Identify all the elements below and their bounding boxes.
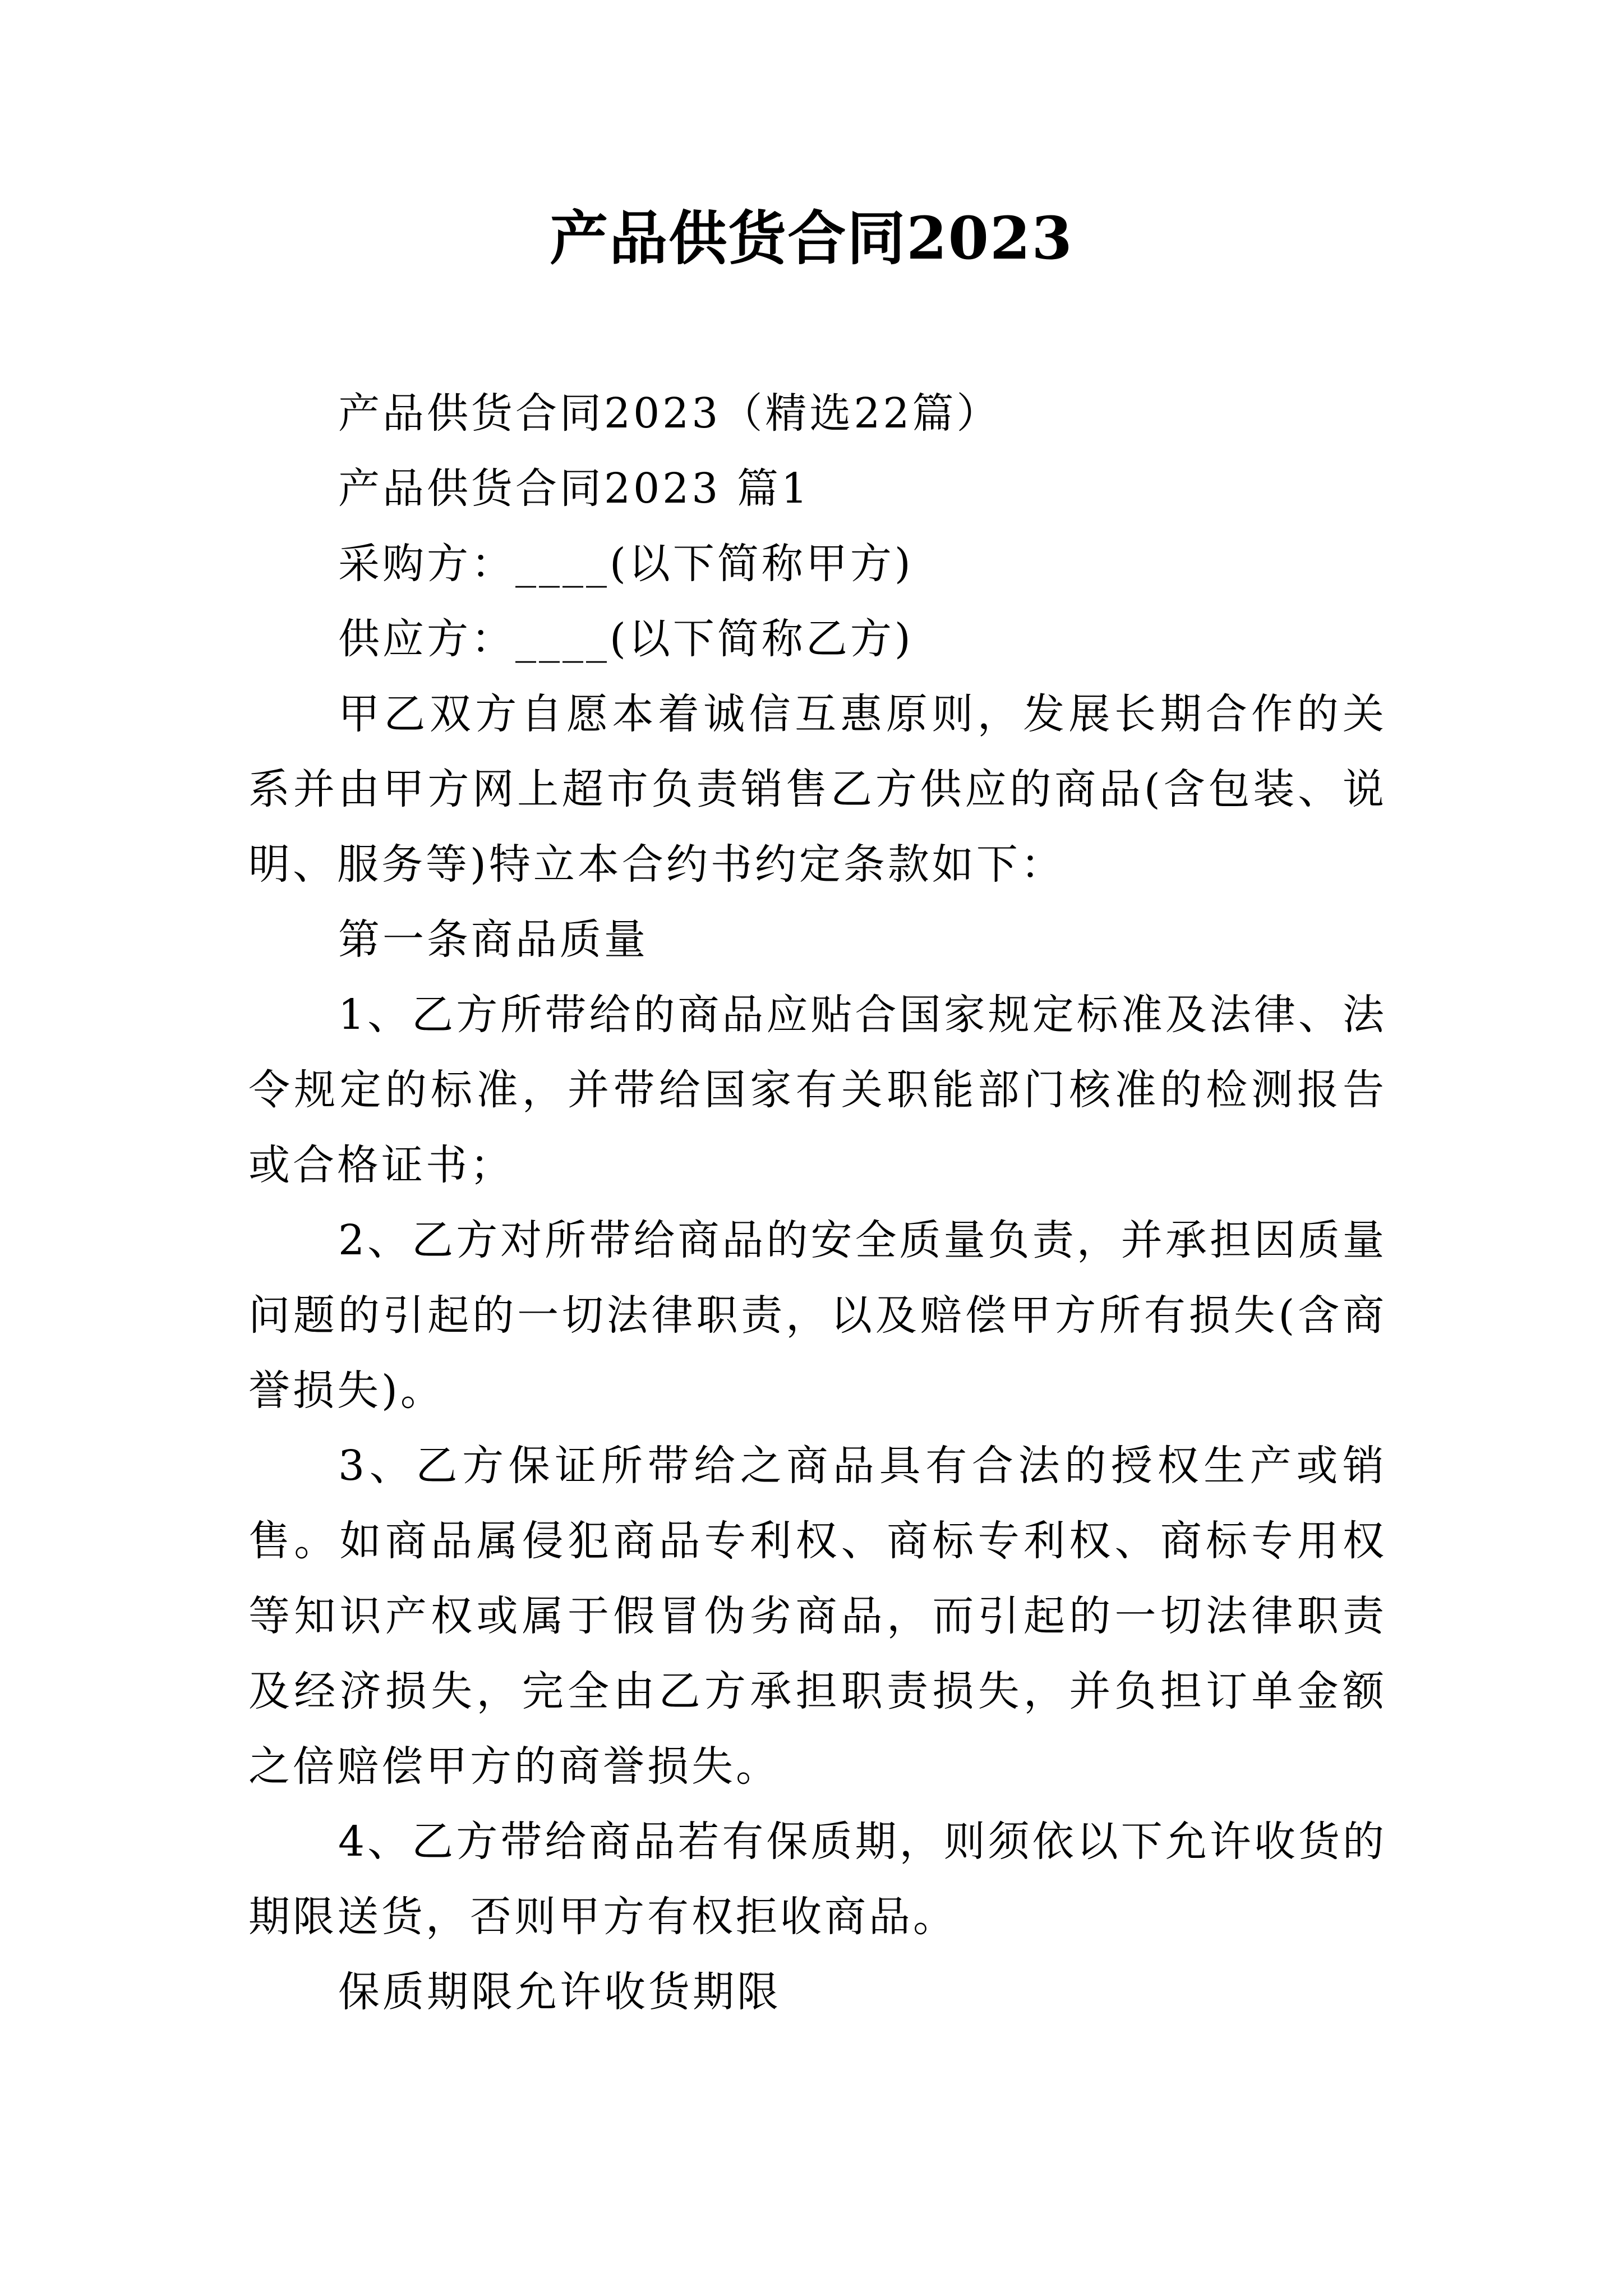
paragraph-clause-1: 1、乙方所带给的商品应贴合国家规定标准及法律、法令规定的标准，并带给国家有关职能部门核准的检测报告或合格证书； [248,991,1387,1189]
paragraph-supplier: 供应方：____(以下简称乙方) [338,615,914,663]
paragraph-clause-2: 2、乙方对所带给商品的安全质量负责，并承担因质量问题的引起的一切法律职责，以及赔偿甲方所有损失(含商誉损失)。 [248,1216,1387,1415]
document-title: 产品供货合同2023 [550,204,1073,273]
document-body [248,376,1387,2030]
paragraph-shelf-life-table-heading: 保质期限允许收货期限 [338,1968,781,2016]
paragraph-clause-4: 4、乙方带给商品若有保质期，则须依以下允许收货的期限送货，否则甲方有权拒收商品。 [248,1818,1387,1941]
paragraph-section-heading: 产品供货合同2023 篇1 [338,464,810,513]
paragraph-article-1-heading: 第一条商品质量 [338,915,648,964]
paragraph-purchaser: 采购方：____(以下简称甲方) [338,540,914,588]
paragraph-preamble: 甲乙双方自愿本着诚信互惠原则，发展长期合作的关系并由甲方网上超市负责销售乙方供应的商品(含包装、说明、服务等)特立本合约书约定条款如下： [248,690,1387,889]
paragraph-subtitle: 产品供货合同2023（精选22篇） [338,389,1001,438]
paragraph-clause-3: 3、乙方保证所带给之商品具有合法的授权生产或销售。如商品属侵犯商品专利权、商标专利权、商标专用权等知识产权或属于假冒伪劣商品，而引起的一切法律职责及经济损失，完全由乙方承担职责损失，并负担订单金额之倍赔偿甲方的商誉损失。 [248,1442,1387,1791]
